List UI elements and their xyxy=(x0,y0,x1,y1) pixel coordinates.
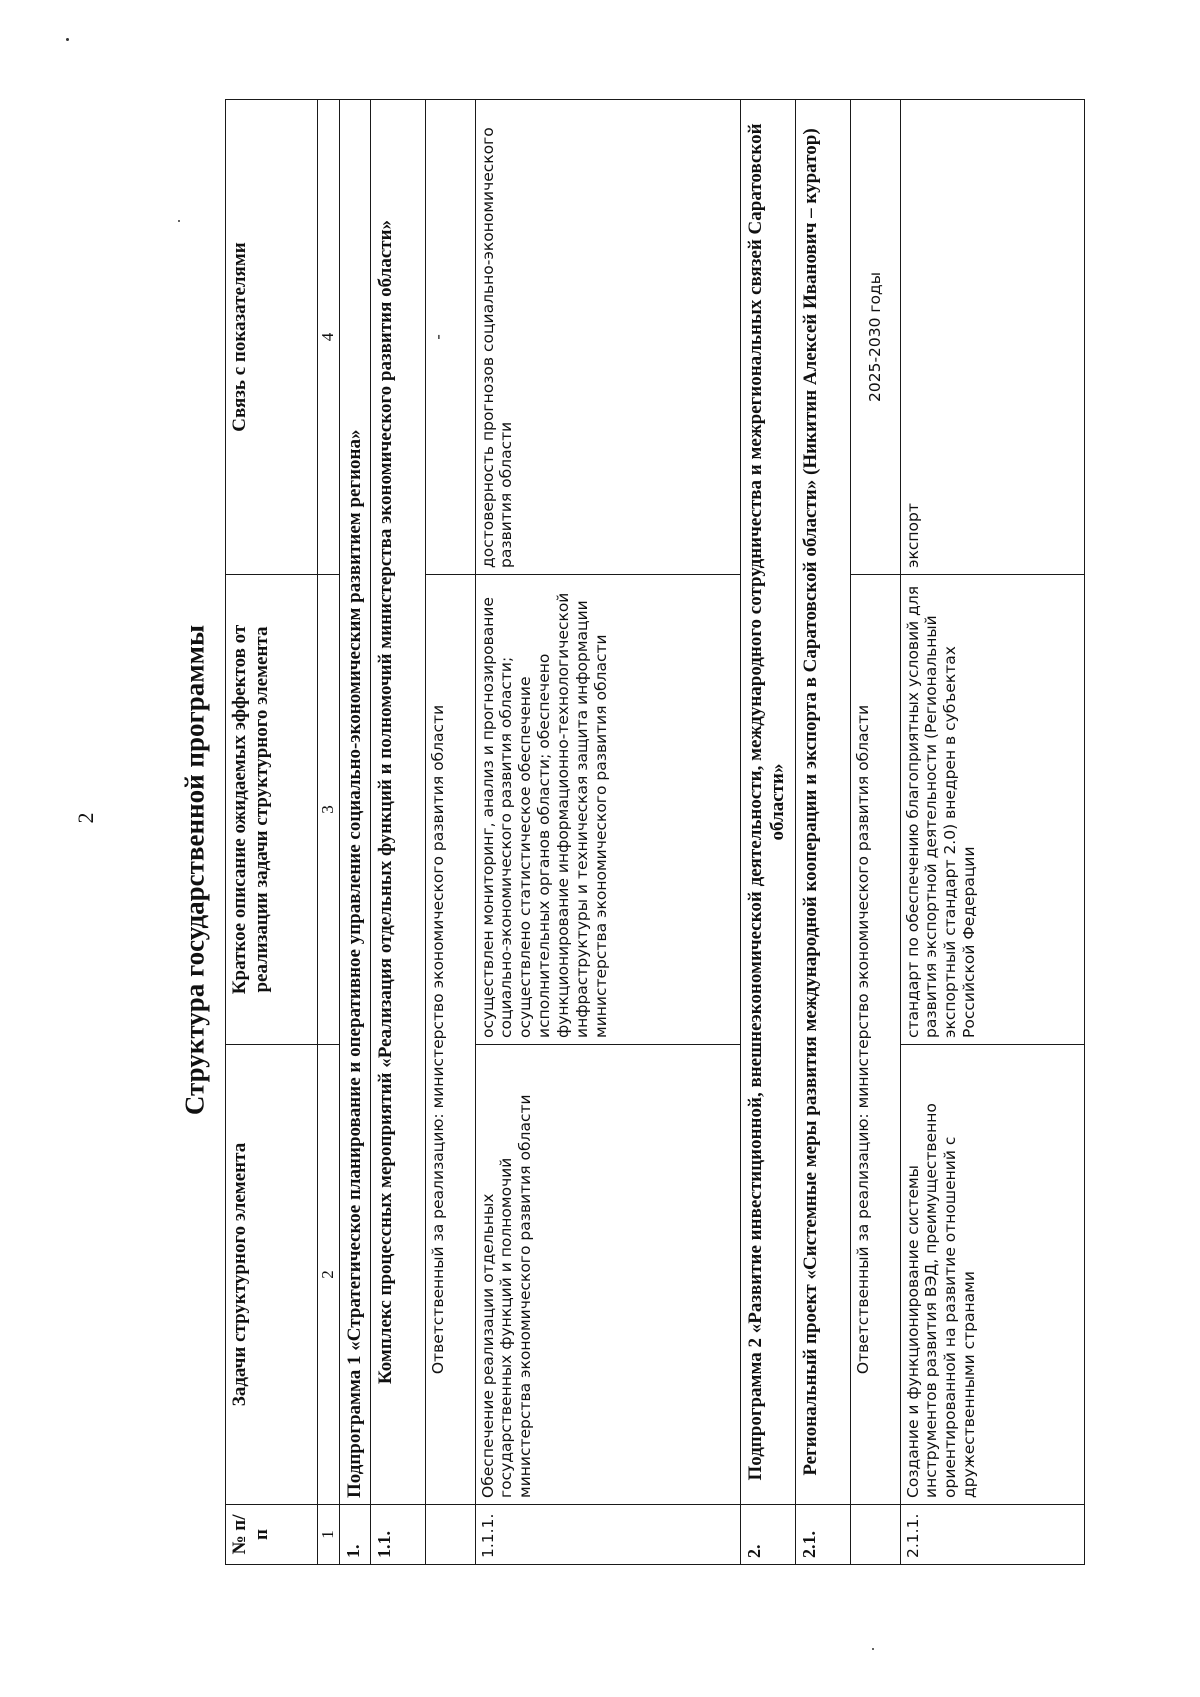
row-code: 2.1. xyxy=(795,1505,850,1565)
table-row-subprogram-2 xyxy=(740,100,795,1565)
subprogram-1-title: Подпрограмма 1 «Стратегическое планирование и оперативное управление социально-экономическим развитием региона» xyxy=(339,100,370,1505)
column-number: 2 xyxy=(318,1045,340,1505)
complex-title: Комплекс процессных мероприятий «Реализация отдельных функций и полномочий министерства экономического развития области» xyxy=(370,100,425,1505)
period-2: 2025-2030 годы xyxy=(850,100,900,575)
page-title: Структура государственной программы xyxy=(179,624,210,1116)
row-code: 1. xyxy=(339,1505,370,1565)
empty-cell xyxy=(425,1505,475,1565)
table-row-responsible-1 xyxy=(425,100,475,1565)
responsible-1: Ответственный за реализацию: министерство экономического развития области xyxy=(425,575,475,1505)
scan-speck xyxy=(66,38,69,41)
table-row-subprogram-1 xyxy=(339,100,370,1565)
link-2-1-1: экспорт xyxy=(900,100,1084,575)
column-number: 1 xyxy=(318,1505,340,1565)
page-number: 2 xyxy=(73,812,98,824)
empty-cell xyxy=(850,1505,900,1565)
scan-speck xyxy=(872,1648,874,1650)
project-title: Региональный проект «Системные меры развития международной кооперации и экспорта в Саратовской области» (Никитин Алексей Иванович – куратор) xyxy=(795,100,850,1505)
table-row-complex xyxy=(370,100,425,1565)
responsible-2: Ответственный за реализацию: министерство экономического развития области xyxy=(850,575,900,1505)
column-number-row xyxy=(318,100,340,1565)
task-2-1-1: Создание и функционирование системы инструментов развития ВЭД, преимущественно ориентированной на развитие отношений с дружественными странами xyxy=(900,1045,1084,1505)
column-number: 3 xyxy=(318,575,340,1045)
table-row-task-1-1-1 xyxy=(475,100,740,1565)
table-header-row xyxy=(226,100,318,1565)
subprogram-2-title: Подпрограмма 2 «Развитие инвестиционной, внешнеэкономической деятельности, международного сотрудничества и межрегиональных связей Саратовской области» xyxy=(740,100,795,1505)
link-1-1-1: достоверность прогнозов социально-экономического развития области xyxy=(475,100,740,575)
header-link: Связь с показателями xyxy=(226,100,318,575)
row-code: 2.1.1. xyxy=(900,1505,1084,1565)
effects-2-1-1: стандарт по обеспечению благоприятных условий для развития экспортной деятельности (Региональный экспортный стандарт 2.0) внедрен в субъектах Российской Федерации xyxy=(900,575,1084,1045)
header-number: № п/п xyxy=(226,1505,318,1565)
table-row-project xyxy=(795,100,850,1565)
row-code: 2. xyxy=(740,1505,795,1565)
column-number: 4 xyxy=(318,100,340,575)
header-tasks: Задачи структурного элемента xyxy=(226,1045,318,1505)
task-1-1-1: Обеспечение реализации отдельных государственных функций и полномочий министерства экономического развития области xyxy=(475,1045,740,1505)
row-code: 1.1.1. xyxy=(475,1505,740,1565)
structure-table xyxy=(225,99,1085,1565)
scan-speck xyxy=(178,220,180,222)
table-row-task-2-1-1 xyxy=(900,100,1084,1565)
responsible-1-link: - xyxy=(425,100,475,575)
rotated-table-container xyxy=(225,100,1085,1565)
header-effects: Краткое описание ожидаемых эффектов от реализации задачи структурного элемента xyxy=(226,575,318,1045)
table-row-responsible-2 xyxy=(850,100,900,1565)
row-code: 1.1. xyxy=(370,1505,425,1565)
effects-1-1-1: осуществлен мониторинг, анализ и прогнозирование социально-экономического развития области; осуществлено статистическое обеспечение исполнительных органов области; обеспечено функционирование информационно-технологической инфраструктуры и техническая защита информации министерства экономического развития области xyxy=(475,575,740,1045)
